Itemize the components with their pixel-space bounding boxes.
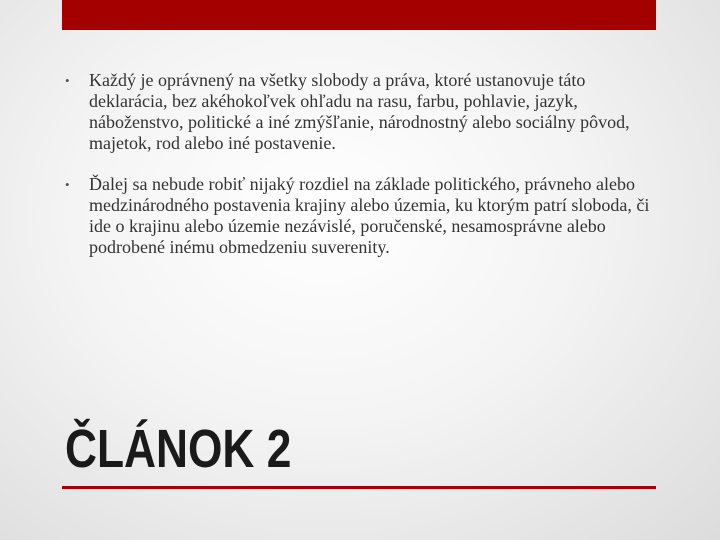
slide-content	[62, 70, 662, 258]
bullet-item-1	[62, 70, 662, 154]
bullet-text: Ďalej sa nebude robiť nijaký rozdiel na základe politického, právneho alebo medzinárodného postavenia krajiny alebo územia, ku ktorým patrí sloboda, či ide o krajinu alebo územie nezávislé, poručenské, nesamosprávne alebo podrobené inému obmedzeniu suverenity.	[89, 174, 650, 257]
slide-title: ČLÁNOK 2	[65, 419, 292, 479]
bullet-item-2	[62, 174, 662, 258]
bullet-list	[62, 70, 662, 258]
title-underline	[62, 486, 656, 489]
bullet-marker: •	[65, 73, 70, 88]
bullet-text: Každý je oprávnený na všetky slobody a práva, ktoré ustanovuje táto deklarácia, bez akéhokoľvek ohľadu na rasu, farbu, pohlavie, jazyk, náboženstvo, politické a iné zmýšľanie, národnostný alebo sociálny pôvod, majetok, rod alebo iné postavenie.	[89, 70, 630, 153]
top-accent-bar	[62, 0, 656, 30]
bullet-marker: •	[65, 177, 70, 192]
